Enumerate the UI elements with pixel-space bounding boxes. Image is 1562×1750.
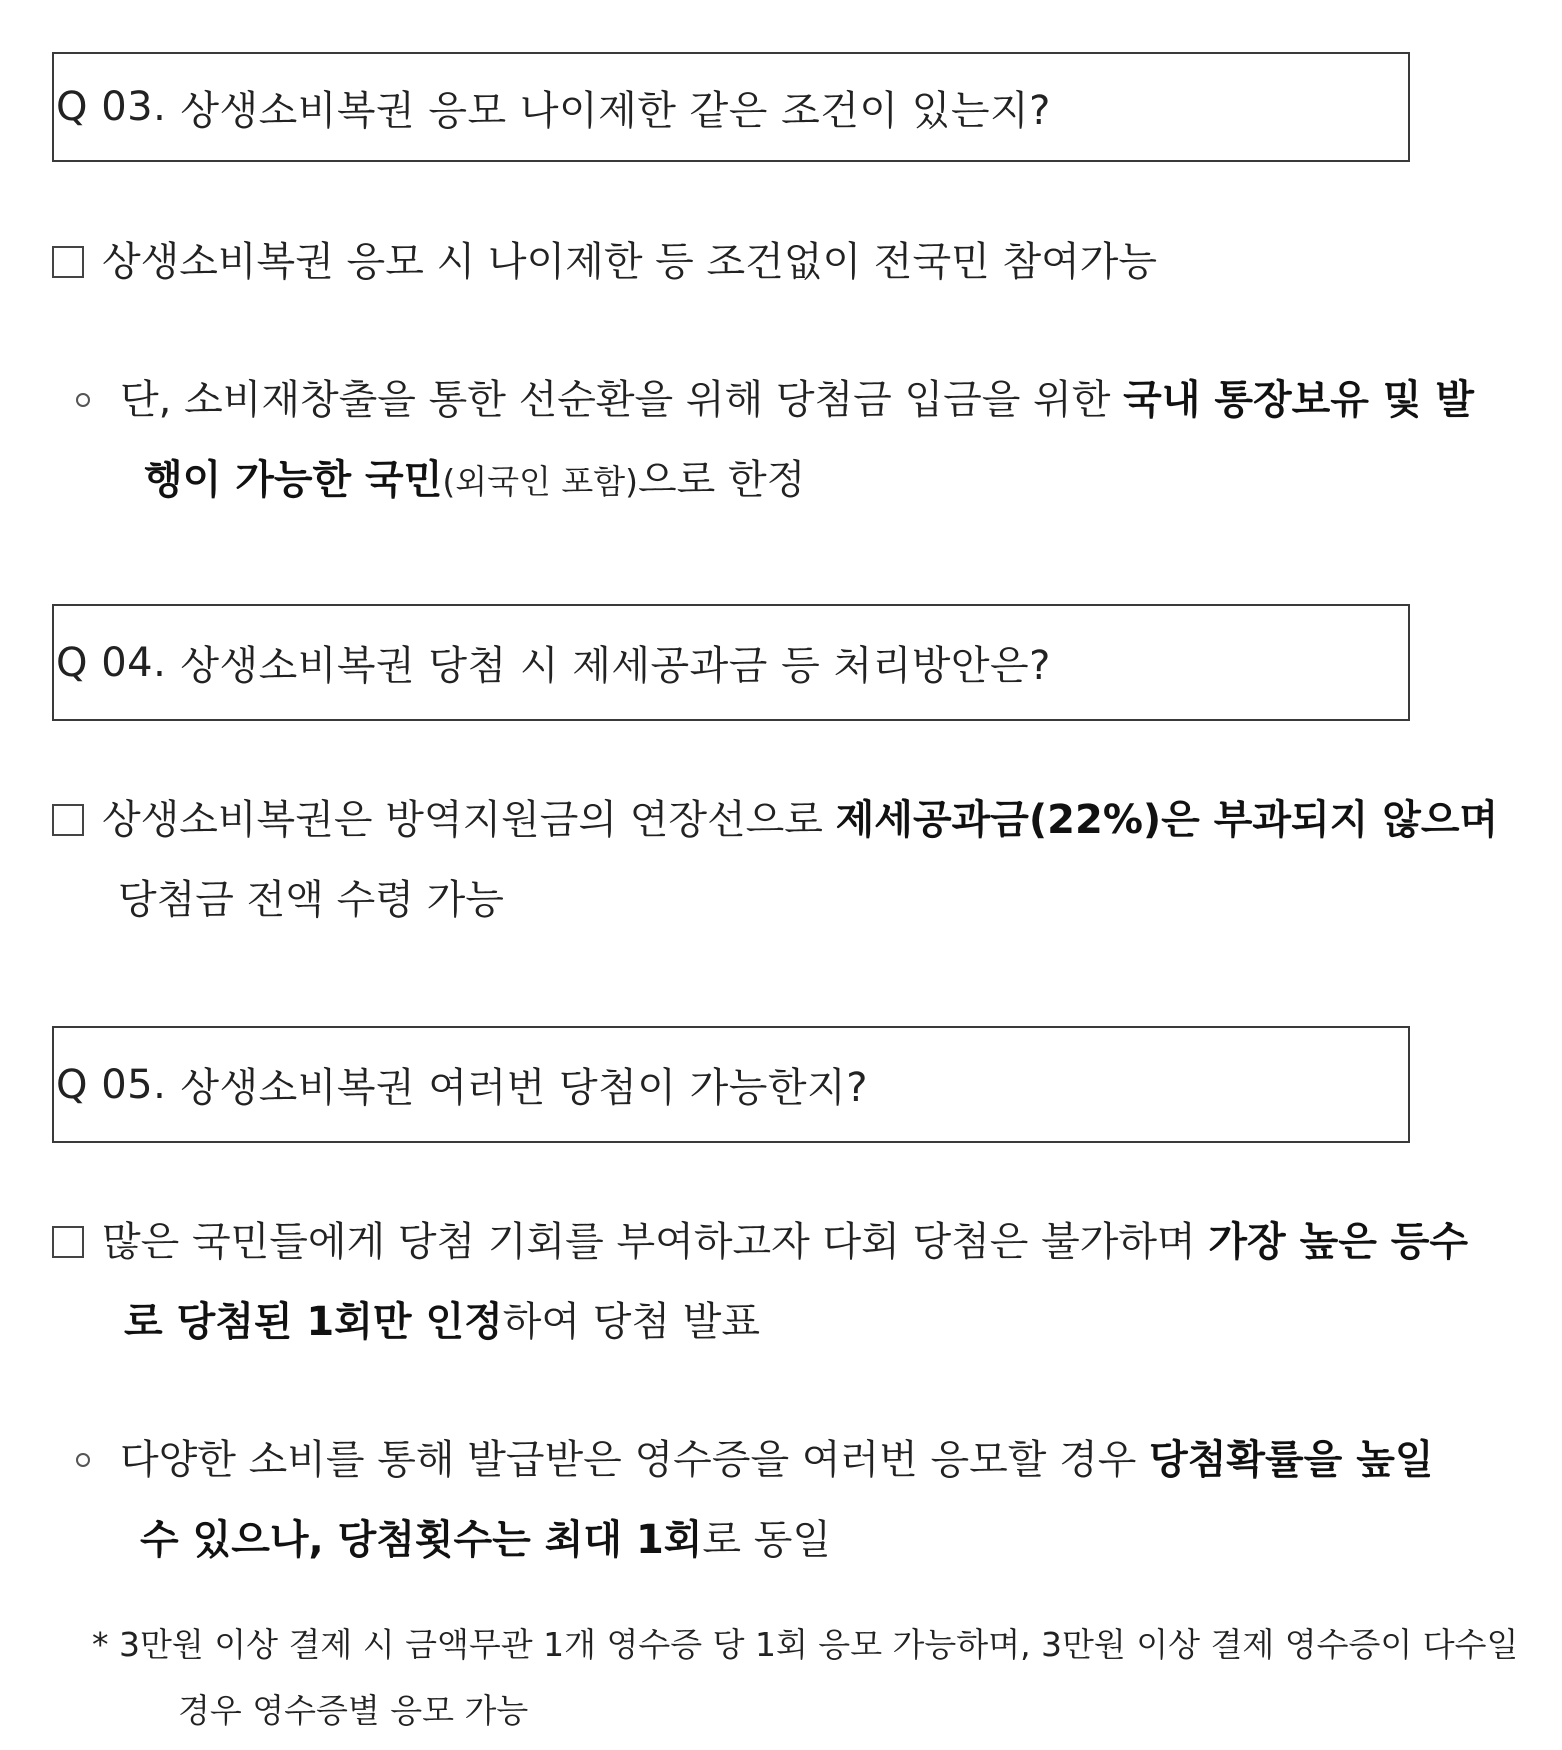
answer-emphasis: 제세공과금(22%)은 부과되지 않으며	[835, 797, 1499, 843]
sub-point-note: (외국인 포함)	[442, 462, 638, 501]
question-number: Q 04.	[56, 639, 167, 686]
checkbox-icon	[52, 1226, 84, 1258]
question-number: Q 03.	[56, 84, 167, 130]
answer-text: 많은 국민들에게 당첨 기회를 부여하고자 다회 당첨은 불가하며	[102, 1219, 1209, 1265]
sub-point-text: 로 동일	[702, 1517, 832, 1563]
answer-text: 상생소비복권은 방역지원금의 연장선으로	[102, 797, 836, 843]
footnote-line: * 3만원 이상 결제 시 금액무관 1개 영수증 당 1회 응모 가능하며, 3만원 이상 결제 영수증이 다수일	[92, 1625, 1519, 1664]
question-text: 상생소비복권 당첨 시 제세공과금 등 처리방안은?	[180, 643, 1051, 689]
sub-point-emphasis: 행이 가능한 국민	[144, 457, 443, 503]
checkbox-icon	[52, 246, 84, 278]
footnote-q05	[92, 1612, 1522, 1744]
question-box-q05	[52, 1026, 1410, 1143]
answer-text: 상생소비복권 응모 시 나이제한 등 조건없이 전국민 참여가능	[102, 239, 1158, 285]
question-number: Q 05.	[56, 1061, 167, 1108]
answer-q03	[52, 222, 1522, 302]
answer-q05	[52, 1202, 1522, 1362]
bullet-icon	[76, 393, 90, 407]
sub-point-text: 다양한 소비를 통해 발급받은 영수증을 여러번 응모할 경우	[120, 1437, 1150, 1483]
sub-point-emphasis: 당첨확률을 높일	[1149, 1437, 1434, 1483]
sub-point-emphasis: 국내 통장보유 및 발	[1123, 377, 1475, 423]
answer-text: 당첨금 전액 수령 가능	[118, 877, 504, 923]
question-box-q03	[52, 52, 1410, 162]
answer-text: 하여 당첨 발표	[502, 1299, 761, 1345]
answer-emphasis: 로 당첨된 1회만 인정	[124, 1299, 503, 1345]
question-text: 상생소비복권 여러번 당첨이 가능한지?	[180, 1065, 868, 1111]
sub-point-q03	[52, 360, 1522, 522]
footnote-line: 경우 영수증별 응모 가능	[178, 1691, 529, 1730]
sub-point-text: 단, 소비재창출을 통한 선순환을 위해 당첨금 입금을 위한	[120, 377, 1124, 423]
sub-point-emphasis: 수 있으나, 당첨횟수는 최대 1회	[140, 1517, 703, 1563]
checkbox-icon	[52, 804, 84, 836]
question-text: 상생소비복권 응모 나이제한 같은 조건이 있는지?	[180, 87, 1051, 134]
sub-point-q05	[52, 1420, 1522, 1580]
answer-q04	[52, 780, 1522, 940]
sub-point-text: 으로 한정	[637, 457, 806, 503]
bullet-icon	[76, 1453, 90, 1467]
answer-emphasis: 가장 높은 등수	[1208, 1219, 1469, 1265]
question-box-q04	[52, 604, 1410, 721]
